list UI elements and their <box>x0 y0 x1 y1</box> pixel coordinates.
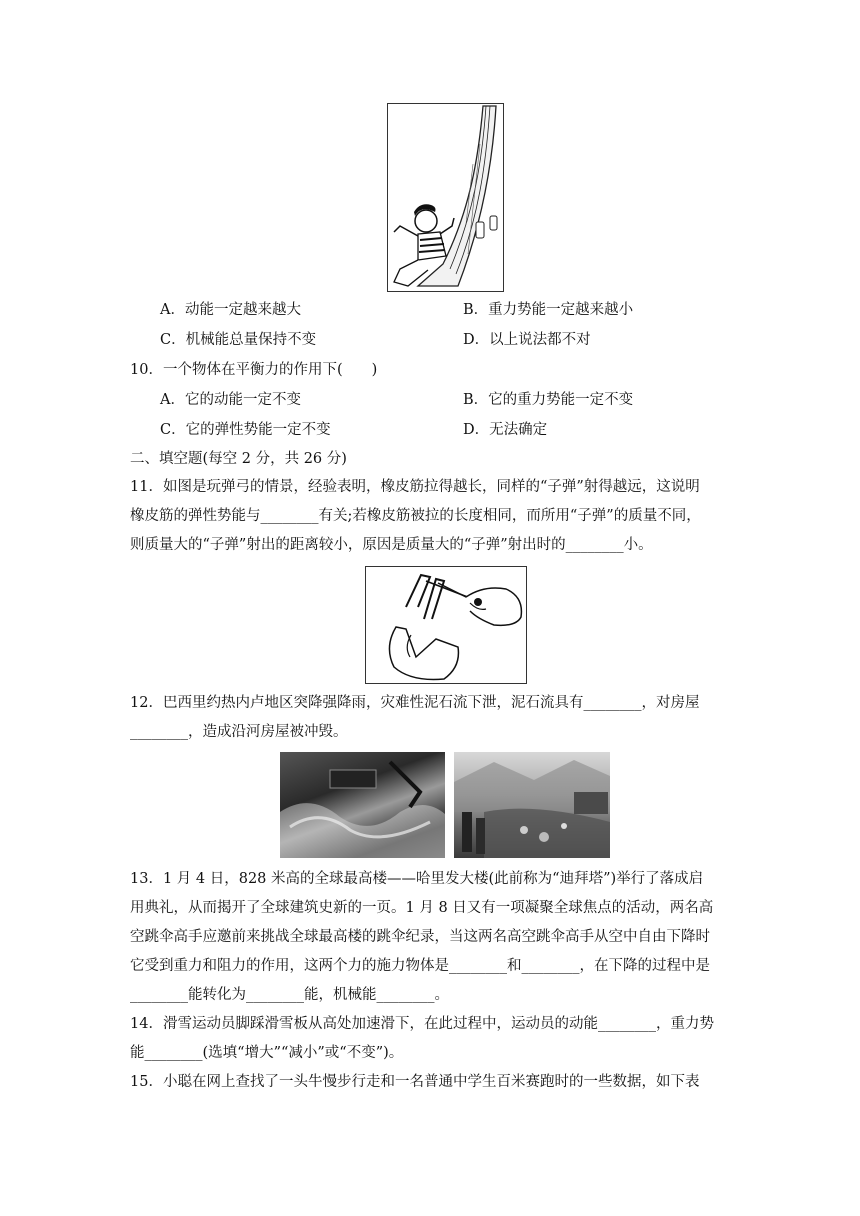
q10-option-d: D．无法确定 <box>463 422 548 438</box>
q12-line-2: ________，造成沿河房屋被冲毁。 <box>130 724 348 740</box>
mudslide-photo-right <box>454 752 610 858</box>
mudslide-photo-left <box>280 752 445 858</box>
q9-option-a: A．动能一定越来越大 <box>160 302 301 318</box>
q13-line-5: ________能转化为________能，机械能________。 <box>130 987 449 1003</box>
child-on-slide-illustration <box>388 104 503 291</box>
q11-line-1: 11．如图是玩弹弓的情景，经验表明，橡皮筋拉得越长，同样的“子弹”射得越远，这说明 <box>130 479 700 495</box>
q9-option-b: B．重力势能一定越来越小 <box>463 302 634 318</box>
section-heading: 二、填空题(每空 2 分，共 26 分) <box>130 451 347 467</box>
q9-option-c: C．机械能总量保持不变 <box>160 332 317 348</box>
slide-figure <box>387 103 504 292</box>
mudflow-valley-image <box>454 752 610 858</box>
q10-stem: 10．一个物体在平衡力的作用下( ) <box>130 362 378 378</box>
slingshot-figure <box>365 566 527 684</box>
q10-option-a: A．它的动能一定不变 <box>160 392 301 408</box>
q14-line-2: 能________(选填“增大”“减小”或“不变”)。 <box>130 1045 404 1061</box>
q12-line-1: 12．巴西里约热内卢地区突降强降雨，灾难性泥石流下泄，泥石流具有________，对房屋 <box>130 695 700 711</box>
q10-option-b: B．它的重力势能一定不变 <box>463 392 634 408</box>
q11-line-2: 橡皮筋的弹性势能与________有关;若橡皮筋被拉的长度相同，而所用“子弹”的质量不同， <box>130 508 701 524</box>
q9-option-d: D．以上说法都不对 <box>463 332 591 348</box>
q13-line-4: 它受到重力和阻力的作用，这两个力的施力物体是________和________，在下降的过程中是 <box>130 958 710 974</box>
q15-line-1: 15．小聪在网上查找了一头牛慢步行走和一名普通中学生百米赛跑时的一些数据，如下表 <box>130 1074 700 1090</box>
q13-line-3: 空跳伞高手应邀前来挑战全球最高楼的跳伞纪录，当这两名高空跳伞高手从空中自由下降时 <box>130 929 710 945</box>
q13-line-2: 用典礼，从而揭开了全球建筑史新的一页。1 月 8 日又有一项凝聚全球焦点的活动，两名高 <box>130 900 714 916</box>
q11-line-3: 则质量大的“子弹”射出的距离较小，原因是质量大的“子弹”射出时的________小。 <box>130 537 653 553</box>
q14-line-1: 14．滑雪运动员脚踩滑雪板从高处加速滑下，在此过程中，运动员的动能________，重力势 <box>130 1016 714 1032</box>
flood-water-image <box>280 752 445 858</box>
slingshot-illustration <box>366 567 526 683</box>
q13-line-1: 13．1 月 4 日，828 米高的全球最高楼——哈里发大楼(此前称为“迪拜塔”)举行了落成启 <box>130 871 704 887</box>
q10-option-c: C．它的弹性势能一定不变 <box>160 422 331 438</box>
